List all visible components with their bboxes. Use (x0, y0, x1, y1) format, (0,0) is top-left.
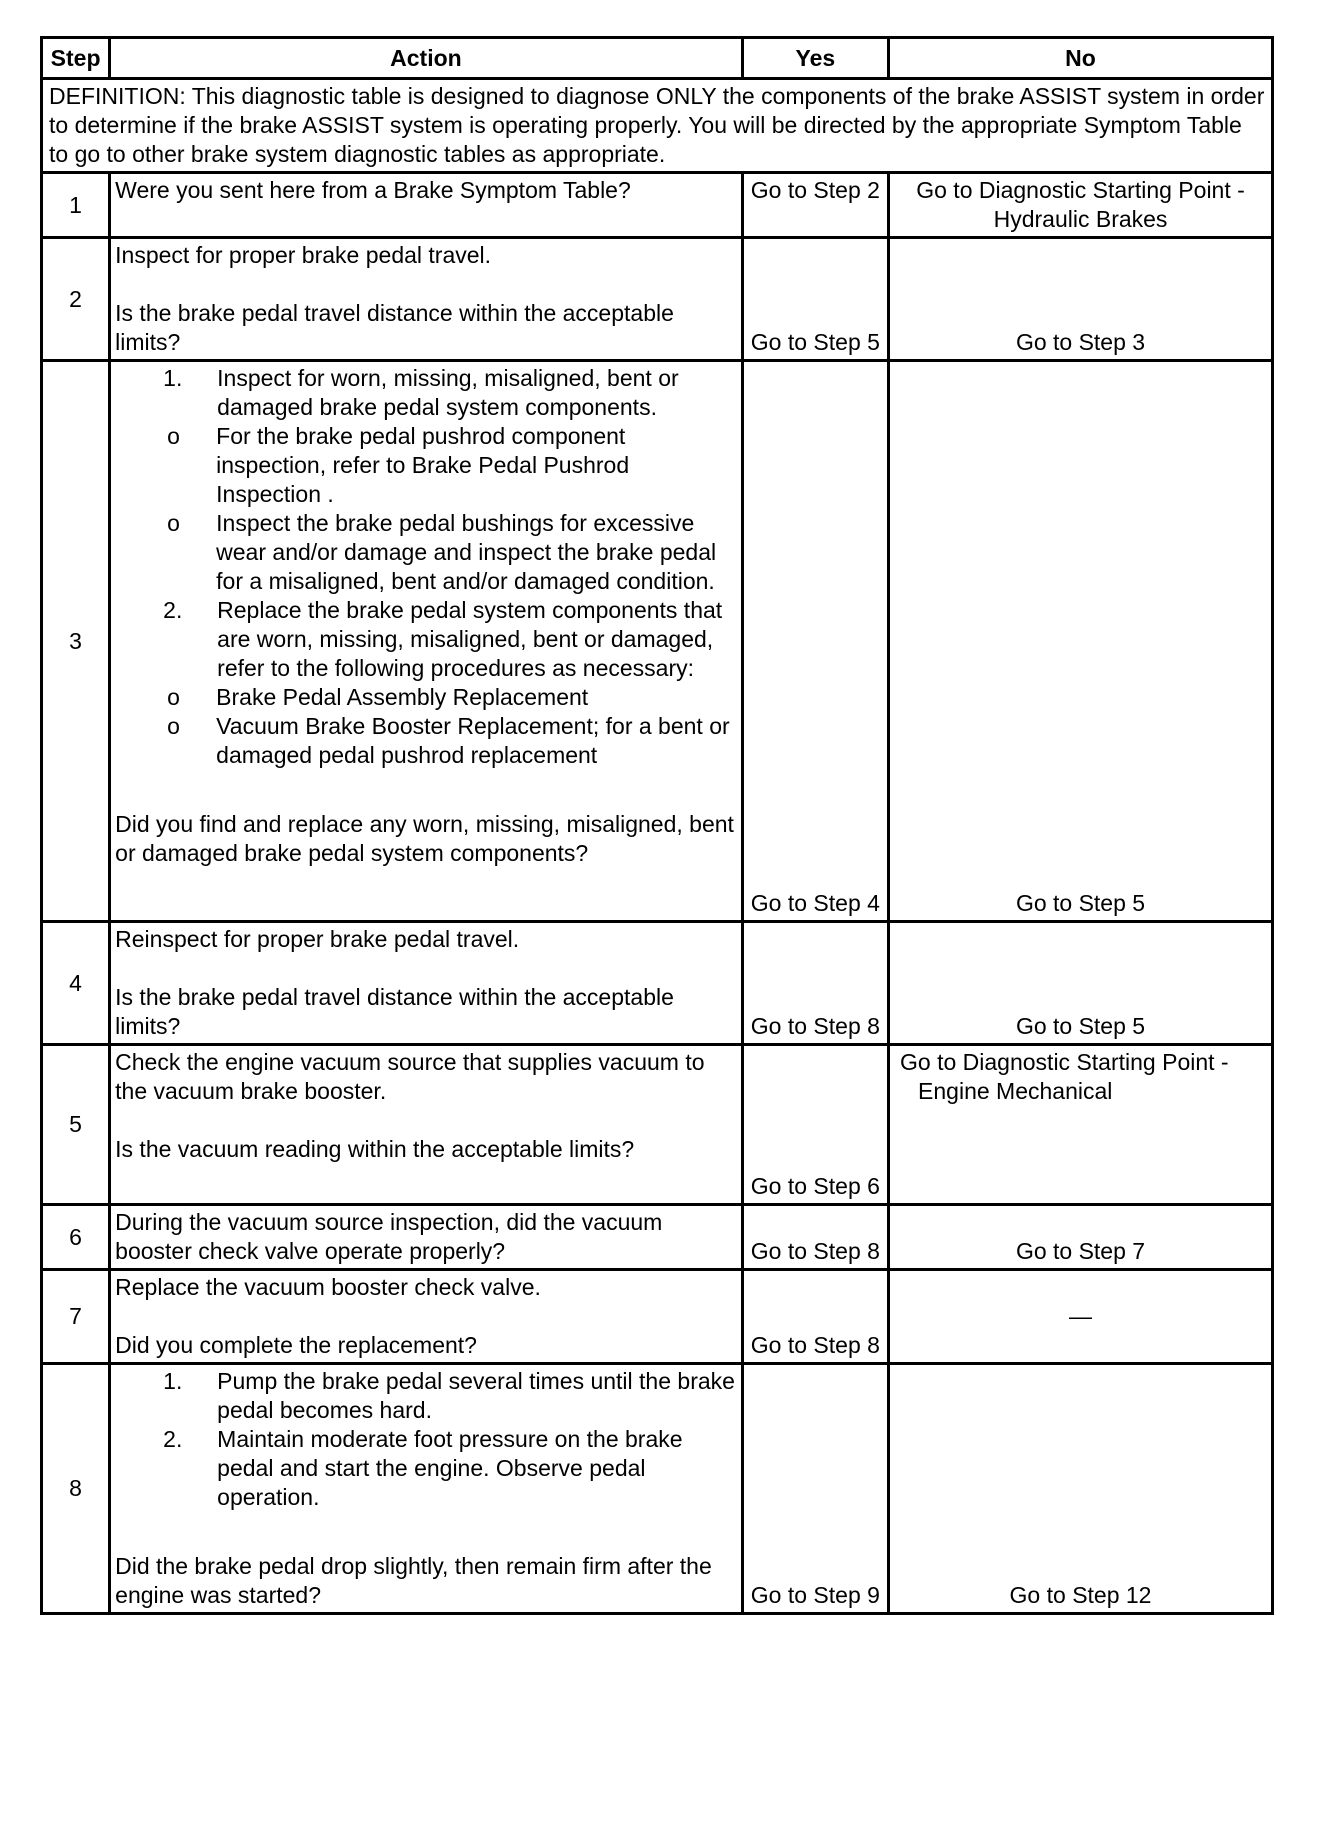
procedure-list (115, 1367, 737, 1512)
no-link-line2: Hydraulic Brakes (993, 206, 1168, 232)
step-number: 1 (42, 173, 110, 238)
list-number: 2. (163, 597, 183, 623)
action-instruction: Replace the vacuum booster check valve. (115, 1274, 541, 1300)
yes-link[interactable]: Go to Step 9 (742, 1364, 888, 1614)
yes-link[interactable]: Go to Step 8 (742, 922, 888, 1045)
header-action: Action (110, 38, 743, 79)
header-row (42, 38, 1273, 79)
yes-link[interactable]: Go to Step 5 (742, 238, 888, 361)
action-question: Is the vacuum reading within the acceptable limits? (115, 1136, 635, 1162)
step-number: 3 (42, 361, 110, 922)
yes-link[interactable]: Go to Step 6 (742, 1045, 888, 1205)
table-row (42, 1364, 1273, 1614)
action-cell (110, 238, 743, 361)
bullet-icon: o (167, 510, 180, 536)
yes-link[interactable]: Go to Step 2 (742, 173, 888, 238)
list-text: Maintain moderate foot pressure on the brake pedal and start the engine. Observe pedal operation. (217, 1426, 683, 1510)
no-link[interactable]: — (889, 1270, 1273, 1364)
action-question: Did you complete the replacement? (115, 1332, 477, 1358)
no-link-line1: Go to Diagnostic Starting Point - (916, 177, 1245, 203)
action-instruction: Inspect for proper brake pedal travel. (115, 242, 492, 268)
no-link[interactable] (889, 1045, 1273, 1205)
list-item (115, 596, 737, 770)
action-question: Did you find and replace any worn, missing, misaligned, bent or damaged brake pedal system components? (115, 811, 734, 866)
step-number: 7 (42, 1270, 110, 1364)
no-link[interactable]: Go to Step 7 (889, 1205, 1273, 1270)
step-number: 5 (42, 1045, 110, 1205)
no-link[interactable]: Go to Step 5 (889, 922, 1273, 1045)
sub-list (115, 422, 737, 596)
action-cell (110, 361, 743, 922)
yes-link[interactable]: Go to Step 8 (742, 1270, 888, 1364)
sub-list-item (115, 422, 737, 509)
table-row (42, 1270, 1273, 1364)
table-row (42, 1205, 1273, 1270)
header-yes: Yes (742, 38, 888, 79)
action-question: Did the brake pedal drop slightly, then remain firm after the engine was started? (115, 1553, 712, 1608)
no-link[interactable]: Go to Step 3 (889, 238, 1273, 361)
no-link[interactable]: Go to Step 12 (889, 1364, 1273, 1614)
list-number: 2. (163, 1426, 183, 1452)
table-row (42, 922, 1273, 1045)
no-link-line2: Engine Mechanical (918, 1078, 1113, 1104)
sub-list-item (115, 509, 737, 596)
sub-list-item (115, 683, 737, 712)
header-step: Step (42, 38, 110, 79)
action-cell (110, 1270, 743, 1364)
table-row (42, 173, 1273, 238)
step-number: 4 (42, 922, 110, 1045)
table-row (42, 238, 1273, 361)
bullet-icon: o (167, 423, 180, 449)
header-no: No (889, 38, 1273, 79)
sub-list (115, 683, 737, 770)
yes-link[interactable]: Go to Step 4 (742, 361, 888, 922)
step-number: 8 (42, 1364, 110, 1614)
no-link-line1: Go to Diagnostic Starting Point - (900, 1049, 1229, 1075)
table-row (42, 361, 1273, 922)
action-question: Is the brake pedal travel distance within the acceptable limits? (115, 300, 674, 355)
diagnostic-table-page (40, 36, 1274, 1615)
action-question: During the vacuum source inspection, did the vacuum booster check valve operate properly? (110, 1205, 743, 1270)
no-link[interactable] (889, 173, 1273, 238)
definition-row (42, 79, 1273, 173)
definition-text: DEFINITION: This diagnostic table is designed to diagnose ONLY the components of the brake ASSIST system in order to determine if the brake ASSIST system is operating properly. You will be directed by the appropriate Symptom Table to go to other brake system diagnostic tables as appropriate. (42, 79, 1273, 173)
action-instruction: Reinspect for proper brake pedal travel. (115, 926, 520, 952)
sub-list-item (115, 712, 737, 770)
bullet-icon: o (167, 713, 180, 739)
list-text: Replace the brake pedal system components that are worn, missing, misaligned, bent or damaged, refer to the following procedures as necessary: (217, 597, 723, 681)
list-item (115, 1425, 737, 1512)
list-text: Inspect for worn, missing, misaligned, bent or damaged brake pedal system components. (217, 365, 679, 420)
sub-list-text: For the brake pedal pushrod component inspection, refer to Brake Pedal Pushrod Inspection . (216, 423, 630, 507)
list-number: 1. (163, 365, 183, 391)
bullet-icon: o (167, 684, 180, 710)
yes-link[interactable]: Go to Step 8 (742, 1205, 888, 1270)
action-cell (110, 1045, 743, 1205)
action-instruction: Check the engine vacuum source that supplies vacuum to the vacuum brake booster. (115, 1049, 705, 1104)
list-number: 1. (163, 1368, 183, 1394)
action-question: Were you sent here from a Brake Symptom Table? (110, 173, 743, 238)
step-number: 6 (42, 1205, 110, 1270)
no-link[interactable]: Go to Step 5 (889, 361, 1273, 922)
step-number: 2 (42, 238, 110, 361)
sub-list-text: Vacuum Brake Booster Replacement; for a bent or damaged pedal pushrod replacement (216, 713, 730, 768)
sub-list-text: Inspect the brake pedal bushings for excessive wear and/or damage and inspect the brake pedal for a misaligned, bent and/or damaged condition. (216, 510, 717, 594)
sub-list-text: Brake Pedal Assembly Replacement (216, 684, 589, 710)
action-cell (110, 1364, 743, 1614)
procedure-list (115, 364, 737, 770)
diagnostic-table (40, 36, 1274, 1615)
list-item (115, 1367, 737, 1425)
list-item (115, 364, 737, 596)
action-question: Is the brake pedal travel distance within the acceptable limits? (115, 984, 674, 1039)
action-cell (110, 922, 743, 1045)
table-row (42, 1045, 1273, 1205)
list-text: Pump the brake pedal several times until the brake pedal becomes hard. (217, 1368, 735, 1423)
